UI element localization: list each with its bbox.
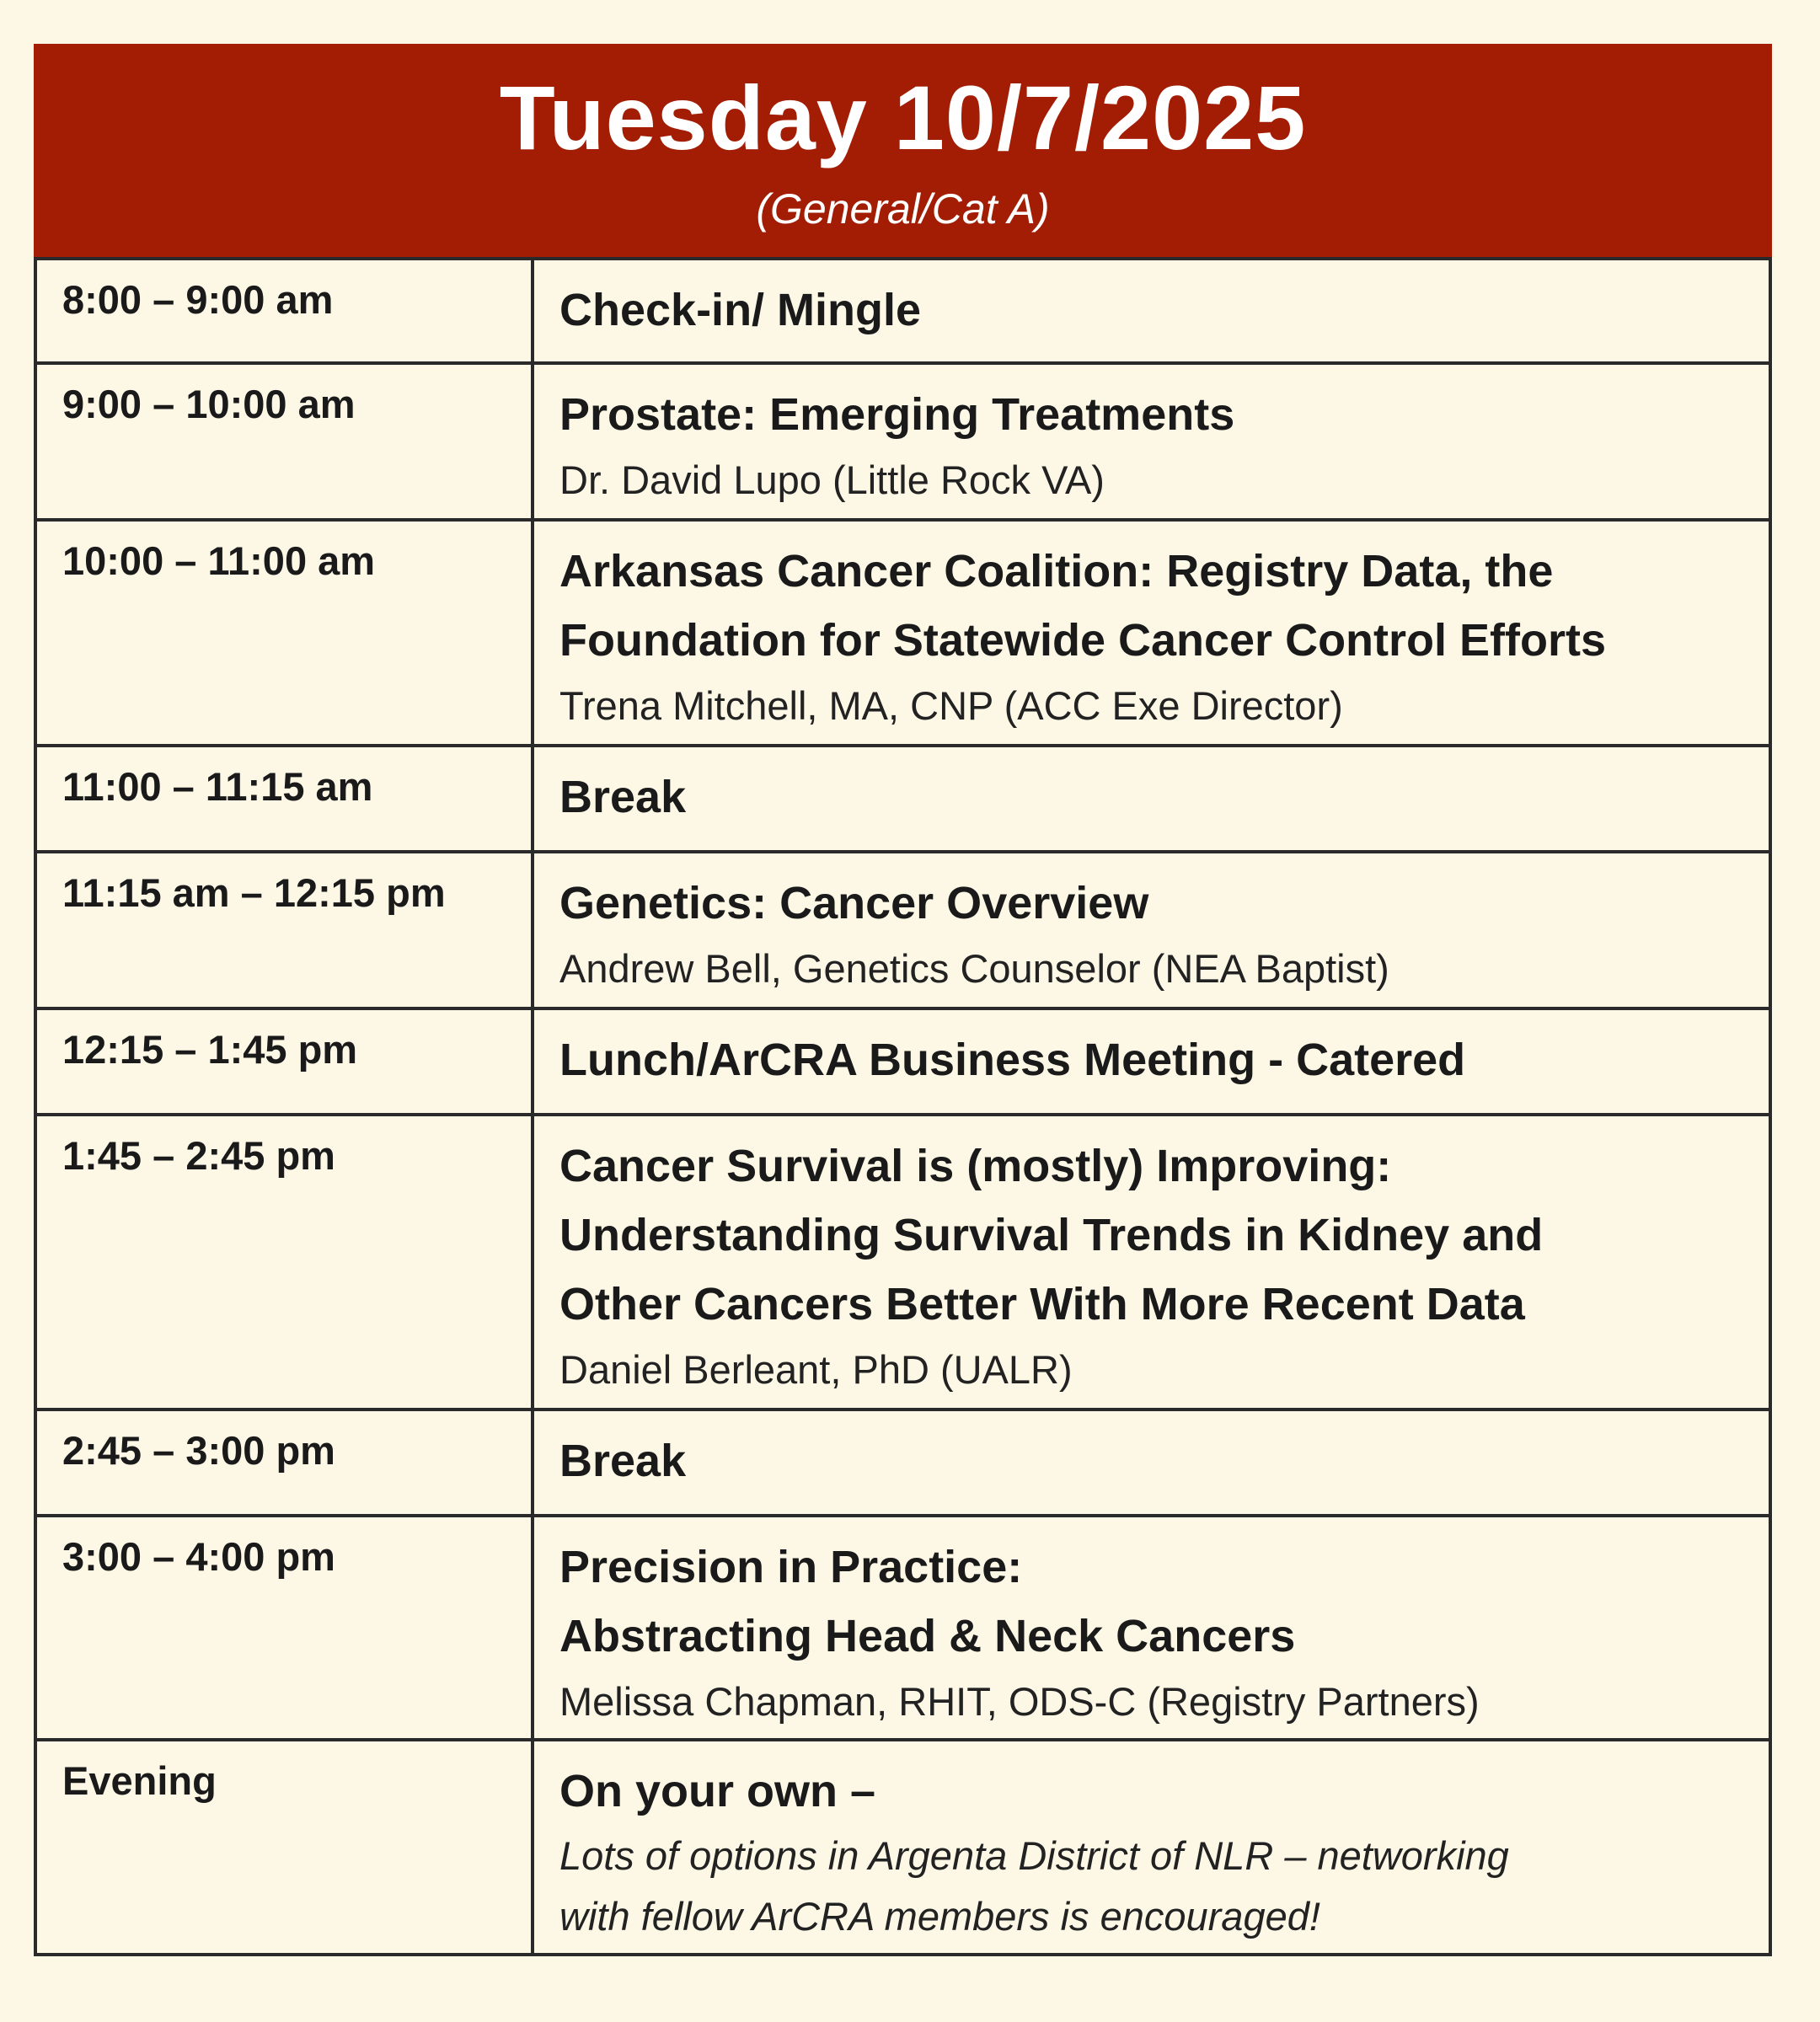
day-title: Tuesday 10/7/2025 — [499, 67, 1307, 168]
session-time: 2:45 – 3:00 pm — [37, 1411, 534, 1514]
session-speaker: Melissa Chapman, RHIT, ODS-C (Registry Partners) — [559, 1679, 1480, 1724]
session-note-line: with fellow ArCRA members is encouraged! — [559, 1894, 1320, 1939]
session-time: 10:00 – 11:00 am — [37, 522, 534, 744]
session-title-line: Break — [559, 772, 687, 822]
session-title-line: Abstracting Head & Neck Cancers — [559, 1611, 1296, 1661]
session-row — [37, 1514, 1769, 1738]
session-row — [37, 1113, 1769, 1408]
session-title-line: On your own – — [559, 1766, 876, 1816]
track-subtitle: (General/Cat A) — [756, 185, 1050, 233]
session-time: 1:45 – 2:45 pm — [37, 1116, 534, 1408]
session-details — [534, 522, 1769, 744]
session-speaker: Trena Mitchell, MA, CNP (ACC Exe Director) — [559, 683, 1343, 728]
session-row — [37, 1007, 1769, 1113]
session-time: Evening — [37, 1741, 534, 1953]
session-title-line: Genetics: Cancer Overview — [559, 878, 1149, 928]
session-title-line: Lunch/ArCRA Business Meeting - Catered — [559, 1035, 1466, 1085]
session-title — [559, 537, 1752, 675]
session-details — [534, 1116, 1769, 1408]
session-details — [534, 260, 1769, 361]
session-title — [559, 1131, 1752, 1339]
session-title-line: Precision in Practice: — [559, 1542, 1023, 1592]
session-speaker: Dr. David Lupo (Little Rock VA) — [559, 457, 1105, 502]
sessions-table — [34, 257, 1772, 1956]
session-time: 8:00 – 9:00 am — [37, 260, 534, 361]
session-note-line: Lots of options in Argenta District of NLR – networking — [559, 1833, 1509, 1878]
session-title — [559, 275, 1752, 345]
session-title-line: Foundation for Statewide Cancer Control Efforts — [559, 615, 1607, 666]
session-title — [559, 1757, 1752, 1826]
session-speaker: Daniel Berleant, PhD (UALR) — [559, 1347, 1073, 1392]
session-title — [559, 762, 1752, 832]
session-row — [37, 1738, 1769, 1953]
session-title — [559, 380, 1752, 449]
session-row — [37, 518, 1769, 744]
schedule-table — [34, 44, 1772, 1956]
session-row — [37, 744, 1769, 850]
session-note — [559, 1826, 1752, 1947]
session-title-line: Cancer Survival is (mostly) Improving: — [559, 1141, 1392, 1191]
session-row — [37, 850, 1769, 1007]
session-details — [534, 1010, 1769, 1113]
schedule-header — [34, 44, 1772, 257]
session-speaker: Andrew Bell, Genetics Counselor (NEA Baptist) — [559, 946, 1389, 991]
session-details — [534, 853, 1769, 1007]
session-row — [37, 361, 1769, 518]
session-title-line: Check-in/ Mingle — [559, 285, 922, 335]
session-title-line: Prostate: Emerging Treatments — [559, 389, 1235, 440]
session-title-line: Arkansas Cancer Coalition: Registry Data, the — [559, 546, 1554, 596]
session-title-line: Other Cancers Better With More Recent Data — [559, 1279, 1525, 1329]
session-time: 11:00 – 11:15 am — [37, 747, 534, 850]
session-details — [534, 365, 1769, 518]
session-details — [534, 747, 1769, 850]
session-time: 9:00 – 10:00 am — [37, 365, 534, 518]
session-title-line: Break — [559, 1436, 687, 1486]
session-details — [534, 1517, 1769, 1738]
session-time: 3:00 – 4:00 pm — [37, 1517, 534, 1738]
session-details — [534, 1411, 1769, 1514]
session-row — [37, 257, 1769, 361]
session-title — [559, 1533, 1752, 1671]
session-details — [534, 1741, 1769, 1953]
session-title — [559, 869, 1752, 938]
session-title — [559, 1426, 1752, 1495]
session-time: 11:15 am – 12:15 pm — [37, 853, 534, 1007]
session-title — [559, 1025, 1752, 1094]
session-time: 12:15 – 1:45 pm — [37, 1010, 534, 1113]
session-row — [37, 1408, 1769, 1514]
session-title-line: Understanding Survival Trends in Kidney and — [559, 1210, 1544, 1260]
